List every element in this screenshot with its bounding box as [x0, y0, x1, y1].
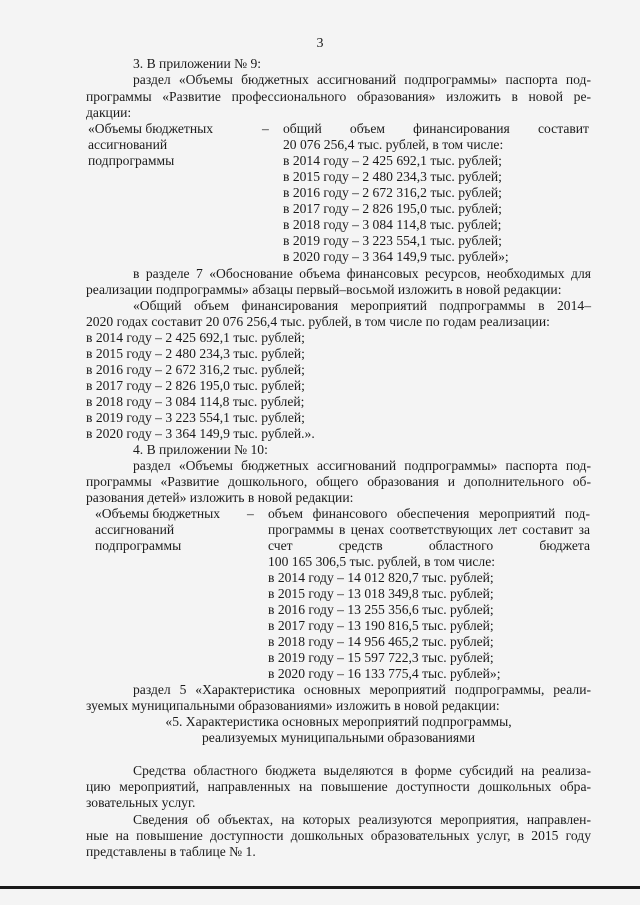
- paragraph-line: Сведения об объектах, на которых реализуются мероприятия, направлен-: [133, 812, 591, 827]
- year-line: в 2020 году – 3 364 149,9 тыс. рублей.».: [86, 426, 315, 441]
- table-value: 100 165 306,5 тыс. рублей, в том числе:: [268, 554, 496, 569]
- table-value: объем финансового обеспечения мероприятий под-: [268, 506, 590, 521]
- table-dash: –: [262, 121, 269, 136]
- section-title: реализуемых муниципальными образованиями: [201, 730, 476, 745]
- table-value: в 2019 году – 3 223 554,1 тыс. рублей;: [283, 233, 502, 248]
- paragraph-line: Средства областного бюджета выделяются в форме субсидий на реализа-: [133, 763, 591, 778]
- year-line: в 2017 году – 2 826 195,0 тыс. рублей;: [86, 378, 305, 393]
- paragraph-line: ные на повышение доступности дошкольных образовательных услуг, в 2015 году: [86, 828, 591, 843]
- table-value: в 2016 году – 2 672 316,2 тыс. рублей;: [283, 185, 502, 200]
- year-line: в 2018 году – 3 084 114,8 тыс. рублей;: [86, 394, 305, 409]
- paragraph-line: в разделе 7 «Обоснование объема финансовых ресурсов, необходимых для: [133, 266, 591, 281]
- table-value: в 2018 году – 3 084 114,8 тыс. рублей;: [283, 217, 502, 232]
- table-dash: –: [247, 506, 254, 521]
- paragraph-line: реализации подпрограммы» абзацы первый–восьмой изложить в новой редакции:: [86, 282, 562, 297]
- page-number: 3: [316, 36, 324, 51]
- table-value: в 2015 году – 2 480 234,3 тыс. рублей;: [283, 169, 502, 184]
- year-line: в 2016 году – 2 672 316,2 тыс. рублей;: [86, 362, 305, 377]
- paragraph-line: раздел «Объемы бюджетных ассигнований подпрограммы» паспорта под-: [133, 72, 591, 87]
- table-value: в 2017 году – 13 190 816,5 тыс. рублей;: [268, 618, 494, 633]
- year-line: в 2015 году – 2 480 234,3 тыс. рублей;: [86, 346, 305, 361]
- paragraph-line: раздел 5 «Характеристика основных мероприятий подпрограммы, реали-: [133, 682, 591, 697]
- paragraph-line: разования детей» изложить в новой редакции:: [86, 490, 354, 505]
- paragraph-line: представлены в таблице № 1.: [86, 844, 256, 859]
- scan-bottom-edge: [0, 886, 640, 889]
- table-value: 20 076 256,4 тыс. рублей, в том числе:: [283, 137, 504, 152]
- table-label: ассигнований: [88, 137, 168, 152]
- paragraph-line: раздел «Объемы бюджетных ассигнований подпрограммы» паспорта под-: [133, 458, 591, 473]
- paragraph-line: цию мероприятий, направленных на повышение доступности дошкольных обра-: [86, 779, 591, 794]
- table-value: в 2014 году – 2 425 692,1 тыс. рублей;: [283, 153, 502, 168]
- table-label: «Объемы бюджетных: [95, 506, 221, 521]
- table-value: в 2017 году – 2 826 195,0 тыс. рублей;: [283, 201, 502, 216]
- paragraph-line: программы «Развитие профессионального образования» изложить в новой ре-: [86, 89, 591, 104]
- paragraph-line: зуемых муниципальными образованиями» изложить в новой редакции:: [86, 698, 500, 713]
- table-value: в 2020 году – 16 133 775,4 тыс. рублей»;: [268, 666, 501, 681]
- paragraph-line: «Общий объем финансирования мероприятий подпрограммы в 2014–: [133, 298, 591, 313]
- table-label: подпрограммы: [95, 538, 182, 553]
- table-value: в 2018 году – 14 956 465,2 тыс. рублей;: [268, 634, 494, 649]
- table-value: в 2020 году – 3 364 149,9 тыс. рублей»;: [283, 249, 509, 264]
- table-value: программы в ценах соответствующих лет составит за: [268, 522, 590, 537]
- table-value: счет средств областного бюджета: [268, 538, 590, 553]
- table-value: в 2015 году – 13 018 349,8 тыс. рублей;: [268, 586, 494, 601]
- table-label: подпрограммы: [88, 153, 175, 168]
- paragraph-line: дакции:: [86, 105, 132, 120]
- section-title: «5. Характеристика основных мероприятий подпрограммы,: [165, 714, 512, 729]
- year-line: в 2014 году – 2 425 692,1 тыс. рублей;: [86, 330, 305, 345]
- paragraph-line: зовательных услуг.: [86, 795, 196, 810]
- table-value: в 2019 году – 15 597 722,3 тыс. рублей;: [268, 650, 494, 665]
- table-value: в 2014 году – 14 012 820,7 тыс. рублей;: [268, 570, 494, 585]
- table-label: «Объемы бюджетных: [88, 121, 214, 136]
- table-label: ассигнований: [95, 522, 175, 537]
- table-value: общий объем финансирования составит: [283, 121, 589, 136]
- section-3-heading: 3. В приложении № 9:: [133, 56, 262, 71]
- section-4-heading: 4. В приложении № 10:: [133, 442, 268, 457]
- paragraph-line: 2020 годах составит 20 076 256,4 тыс. рублей, в том числе по годам реализации:: [86, 314, 550, 329]
- paragraph-line: программы «Развитие дошкольного, общего образования и дополнительного об-: [86, 474, 591, 489]
- year-line: в 2019 году – 3 223 554,1 тыс. рублей;: [86, 410, 305, 425]
- table-value: в 2016 году – 13 255 356,6 тыс. рублей;: [268, 602, 494, 617]
